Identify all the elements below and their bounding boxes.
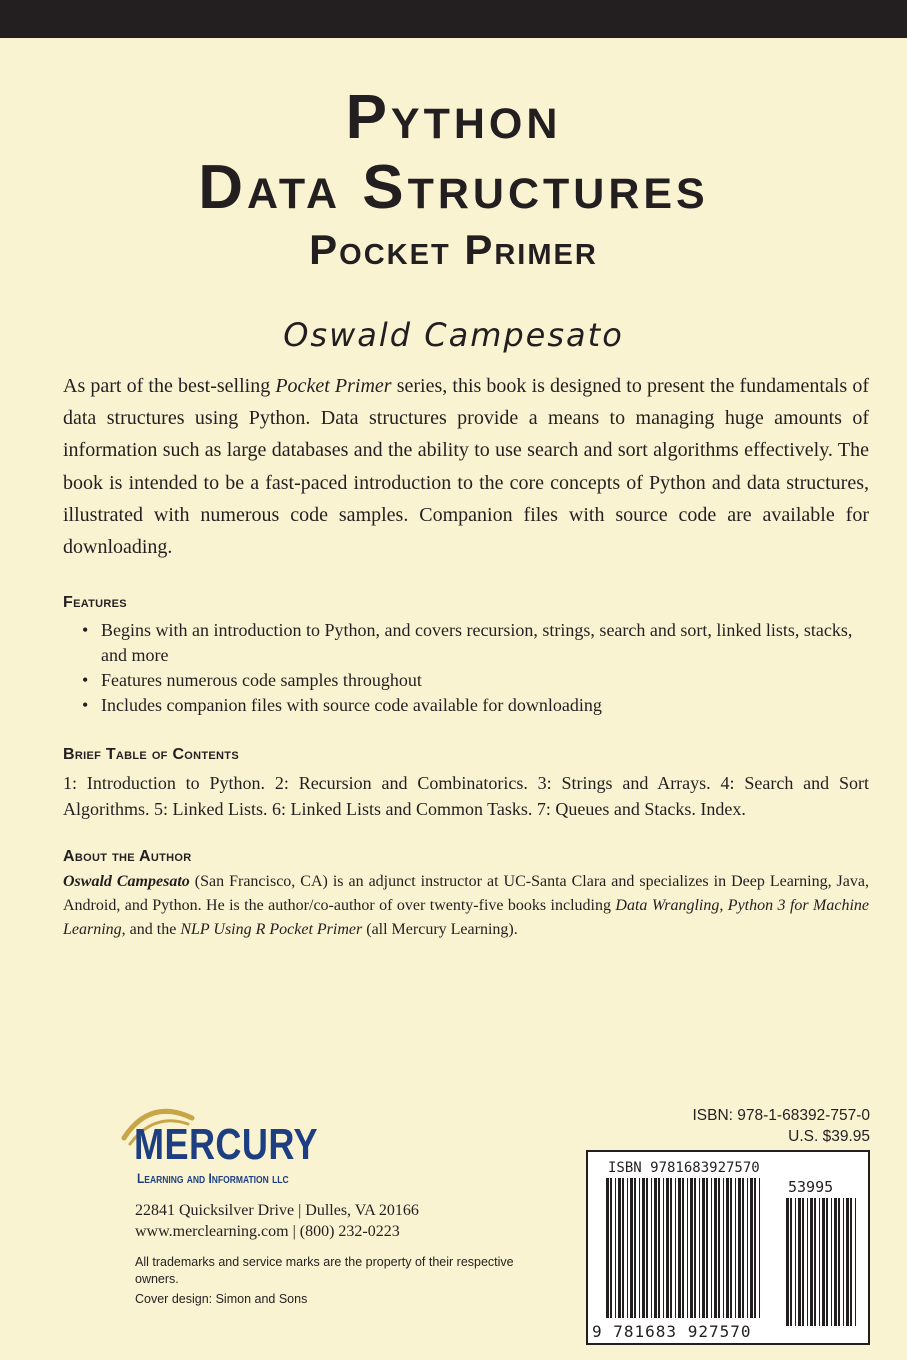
price-code: 53995 [788,1178,834,1196]
features-heading: Features [63,594,127,611]
about-author-name: Oswald Campesato [63,873,190,890]
book-titles: Data Wrangling, Python 3 for Machine Learning [63,897,870,938]
barcode-bars [606,1178,760,1318]
feature-item: • Includes companion files with source code available for downloading [80,693,870,718]
cover-design-credit: Cover design: Simon and Sons [135,1292,308,1306]
toc-text: 1: Introduction to Python. 2: Recursion and Combinatorics. 3: Strings and Arrays. 4: Search and Sort Algorithms. 5: Linked Lists. 6: Linked Lists and Common Tasks. 7: Queues and Stacks. Index. [63,773,869,819]
title-line-3: Pocket Primer [309,226,598,273]
isbn-price [692,1105,870,1147]
book-title: NLP Using R Pocket Primer [180,921,363,938]
author-name: Oswald Campesato [283,316,624,354]
barcode-graphic [588,1152,868,1343]
addon-barcode-bars [786,1198,856,1326]
description-part-2: series, this book is designed to present the fundamentals of data structures using Python. Data structures provide a means to managing huge amounts of information such as large databases and the ability to use search and sort algorithms effectively. The book is intended to be a fast-paced introduction to the core concepts of Python and data structures, illustrated with numerous code samples. Companion files with source code are available for downloading. [63,375,870,559]
bullet-icon: • [82,695,89,715]
bullet-icon: • [82,670,89,690]
description [63,370,869,563]
publisher-subtitle: Learning and Information llc [137,1170,289,1186]
feature-item: • Begins with an introduction to Python, and covers recursion, strings, search and sort, linked lists, stacks, and more [82,620,853,665]
price-line: U.S. $39.95 [788,1128,870,1145]
publisher-name: MERCURY [134,1120,318,1169]
bullet-icon: • [82,620,89,640]
isbn-line: ISBN: 978-1-68392-757-0 [692,1107,870,1124]
toc-heading: Brief Table of Contents [63,746,239,763]
address-line: 22841 Quicksilver Drive | Dulles, VA 20166 [135,1202,419,1219]
title-line-1: Python [345,83,562,152]
barcode [586,1150,870,1345]
top-dark-band [0,0,907,38]
trademark-notice: All trademarks and service marks are the property of their respective owners. [135,1255,514,1286]
series-name: Pocket Primer [275,375,392,397]
legal-text [135,1254,515,1308]
title-line-2: Data Structures [198,153,709,222]
contact-line: www.merclearning.com | (800) 232-0223 [135,1223,400,1240]
publisher-logo [120,1100,480,1190]
book-title [0,83,907,276]
about-text: Oswald Campesato (San Francisco, CA) is an adjunct instructor at UC-Santa Clara and specializes in Deep Learning, Java, Android, and Python. He is the author/co-author of over twenty-five books including Data Wrangling, Python 3 for Machine Learning, and the NLP Using R Pocket Primer (all Mercury Learning). [63,873,870,938]
description-part-1: As part of the best-selling [63,375,276,397]
barcode-digits: 9 781683 927570 [592,1322,752,1341]
feature-item: • Features numerous code samples throughout [80,668,870,693]
features-list [80,618,870,718]
about-heading: About the Author [63,848,192,865]
publisher-address [135,1200,419,1242]
barcode-header: ISBN 9781683927570 [608,1160,760,1176]
